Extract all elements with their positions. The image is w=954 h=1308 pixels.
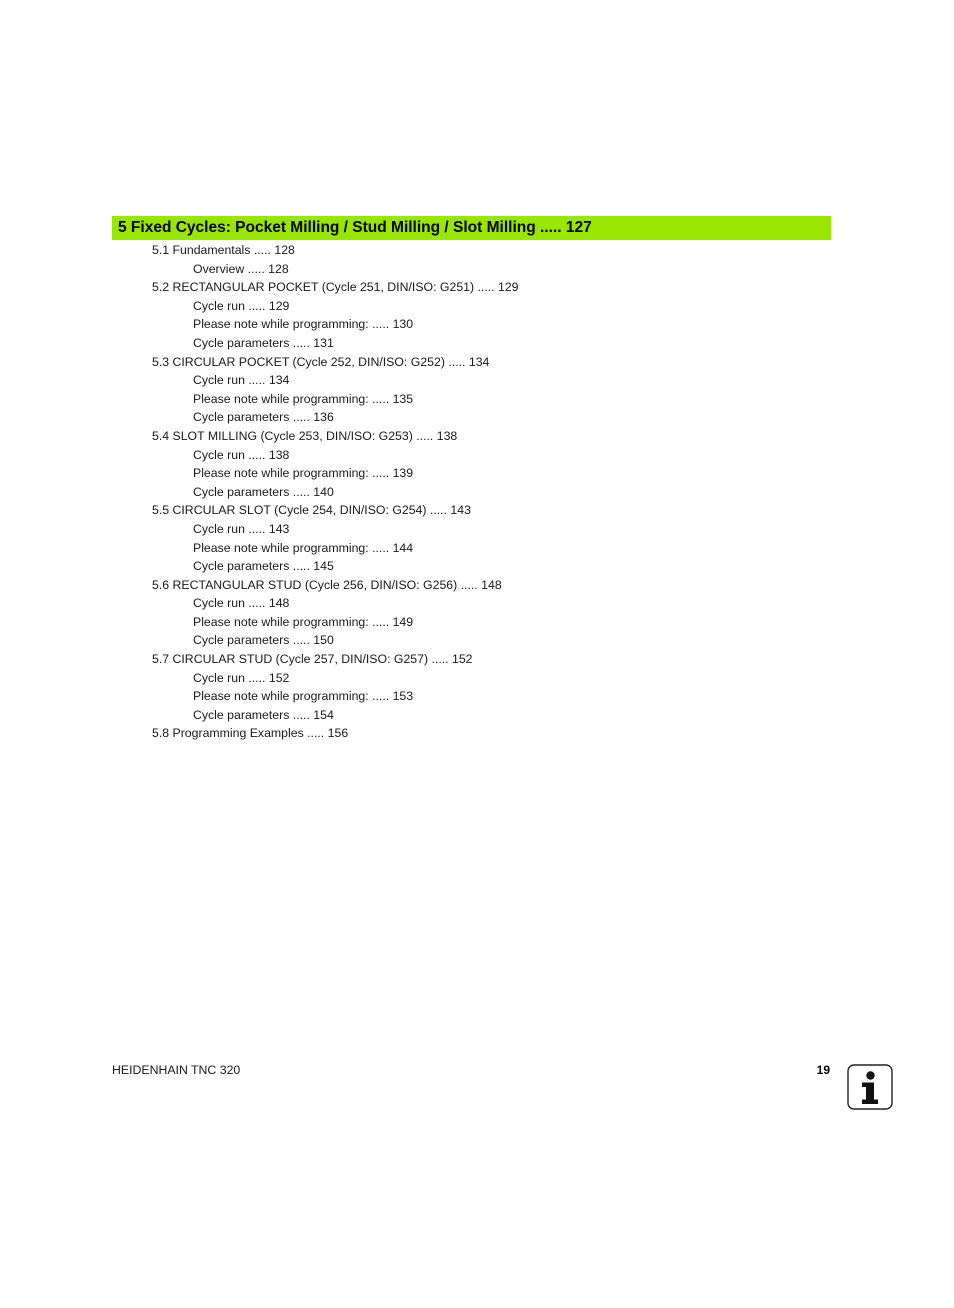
- toc-section-entry[interactable]: 5.2 RECTANGULAR POCKET (Cycle 251, DIN/ISO: G251) ..... 129: [152, 280, 519, 295]
- toc-subsection-entry[interactable]: Please note while programming: ..... 130: [193, 317, 414, 332]
- toc-subsection-entry[interactable]: Cycle run ..... 148: [193, 596, 290, 611]
- toc-subsection-entry[interactable]: Please note while programming: ..... 144: [193, 540, 414, 555]
- toc-section-entry[interactable]: 5.8 Programming Examples ..... 156: [152, 726, 349, 741]
- toc-section-entry[interactable]: 5.1 Fundamentals ..... 128: [152, 243, 295, 257]
- toc-subsection-entry[interactable]: Overview ..... 128: [193, 261, 289, 276]
- toc-section-entry[interactable]: 5.5 CIRCULAR SLOT (Cycle 254, DIN/ISO: G254) ..... 143: [152, 503, 471, 518]
- toc-section-entry[interactable]: 5.4 SLOT MILLING (Cycle 253, DIN/ISO: G253) ..... 138: [152, 428, 458, 443]
- toc-subsection-entry[interactable]: Cycle parameters ..... 150: [193, 633, 334, 648]
- toc-subsection-entry[interactable]: Cycle parameters ..... 131: [193, 335, 334, 350]
- toc-subsection-entry[interactable]: Cycle parameters ..... 140: [193, 484, 334, 499]
- toc-subsection-entry[interactable]: Please note while programming: ..... 149: [193, 614, 414, 629]
- toc-section-entry[interactable]: 5.6 RECTANGULAR STUD (Cycle 256, DIN/ISO: G256) ..... 148: [152, 577, 502, 592]
- toc-subsection-entry[interactable]: Cycle run ..... 152: [193, 670, 290, 685]
- toc-subsection-entry[interactable]: Please note while programming: ..... 135: [193, 391, 414, 406]
- toc-subsection-entry[interactable]: Please note while programming: ..... 153: [193, 689, 414, 704]
- toc-section-entry[interactable]: 5.7 CIRCULAR STUD (Cycle 257, DIN/ISO: G257) ..... 152: [152, 652, 473, 667]
- footer-product-label: HEIDENHAIN TNC 320: [112, 1063, 241, 1077]
- toc-subsection-entry[interactable]: Cycle run ..... 129: [193, 298, 290, 313]
- toc-section-entry[interactable]: 5.3 CIRCULAR POCKET (Cycle 252, DIN/ISO: G252) ..... 134: [152, 354, 490, 369]
- toc-subsection-entry[interactable]: Cycle run ..... 134: [193, 373, 290, 388]
- table-of-contents: [0, 241, 954, 743]
- chapter-header-bar: [112, 216, 831, 240]
- toc-subsection-entry[interactable]: Cycle run ..... 143: [193, 521, 290, 536]
- toc-subsection-entry[interactable]: Cycle parameters ..... 145: [193, 559, 334, 574]
- toc-subsection-entry[interactable]: Cycle parameters ..... 154: [193, 707, 334, 722]
- info-icon: [847, 1064, 893, 1110]
- toc-subsection-entry[interactable]: Please note while programming: ..... 139: [193, 466, 414, 481]
- page-number: 19: [816, 1063, 830, 1077]
- toc-subsection-entry[interactable]: Cycle parameters ..... 136: [193, 410, 334, 425]
- toc-subsection-entry[interactable]: Cycle run ..... 138: [193, 447, 290, 462]
- chapter-title[interactable]: 5 Fixed Cycles: Pocket Milling / Stud Milling / Slot Milling ..... 127: [118, 219, 592, 236]
